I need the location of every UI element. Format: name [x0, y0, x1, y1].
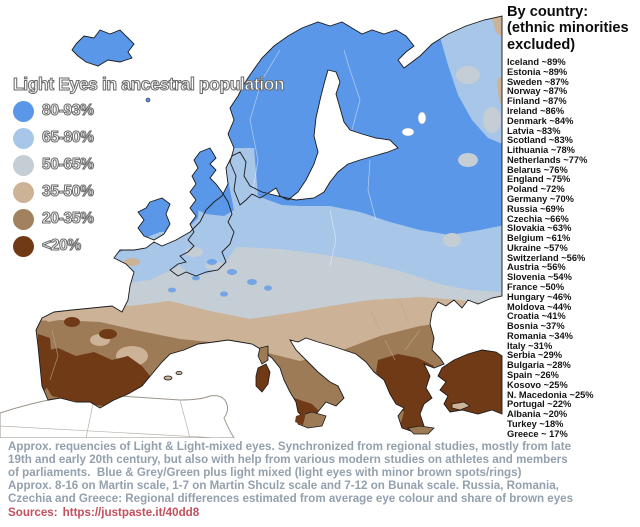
country-list [504, 58, 640, 439]
caption [8, 440, 638, 520]
legend-range-label: <20% [42, 237, 81, 254]
russia-grey-patch [443, 233, 461, 247]
lake-ladoga [402, 128, 414, 136]
legend-color-swatch [13, 155, 34, 176]
legend-range-label: 80-93% [42, 102, 94, 119]
russia-grey-patch [456, 66, 480, 84]
legend-color-swatch [13, 236, 34, 257]
country-item: Norway ~87% [507, 86, 568, 97]
country-heading-line: excluded) [507, 36, 576, 53]
crete-island [408, 426, 434, 434]
legend-row [13, 154, 284, 176]
lake-onega [418, 112, 426, 124]
legend-items [13, 100, 284, 257]
country-item: Latvia ~83% [507, 125, 561, 136]
country-item: Ireland ~86% [507, 105, 565, 116]
country-item: Moldova ~44% [507, 301, 572, 312]
country-heading-line: By country: [507, 4, 589, 20]
legend-color-swatch [13, 182, 34, 203]
country-item: Albania ~20% [507, 409, 568, 420]
legend-range-label: 20-35% [42, 210, 94, 227]
country-item: Turkey ~18% [507, 418, 564, 429]
legend-color-swatch [13, 128, 34, 149]
country-item: Belgium ~61% [507, 233, 571, 244]
country-item: Sweden ~87% [507, 76, 569, 87]
country-item: Czechia ~66% [507, 213, 569, 224]
africa-landmass [0, 394, 234, 438]
country-item: Croatia ~41% [507, 311, 566, 322]
country-item: Kosovo ~25% [507, 379, 568, 390]
country-item: Netherlands ~77% [507, 154, 588, 165]
legend-range-label: 50-65% [42, 156, 94, 173]
country-item: Bosnia ~37% [507, 321, 565, 332]
legend-range-label: 65-80% [42, 129, 94, 146]
country-heading-line: (ethnic minorities [507, 20, 629, 37]
nspain-dark-patch [99, 329, 117, 339]
country-item: Slovakia ~63% [507, 223, 572, 234]
country-item: Belarus ~76% [507, 164, 568, 175]
sources-link[interactable]: https://justpaste.it/40dd8 [62, 506, 200, 520]
map-title: Light Eyes in ancestral population [13, 74, 285, 94]
country-item: Austria ~56% [507, 262, 566, 273]
country-item: Finland ~87% [507, 96, 567, 107]
caption-lines [8, 440, 638, 505]
legend-color-swatch [13, 101, 34, 122]
caption-line: Czechia and Greece: Regional differences estimated from average eye colour and share of brown eyes [8, 492, 574, 506]
country-item: Russia ~69% [507, 203, 565, 214]
legend-row [13, 235, 284, 257]
legend-color-swatch [13, 209, 34, 230]
country-panel [504, 4, 640, 438]
corsica-island [258, 346, 268, 364]
country-item: Poland ~72% [507, 184, 565, 195]
caption-line: Approx. requencies of Light & Light-mixed eyes. Synchronized from regional studies, mostly from late [8, 440, 572, 453]
country-item: Estonia ~89% [507, 66, 568, 77]
country-item: Denmark ~84% [507, 115, 574, 126]
nspain-dark-patch [64, 317, 80, 327]
country-item: Romania ~34% [507, 330, 573, 341]
balearic-island [164, 376, 172, 380]
russia-grey-patch [458, 153, 478, 167]
russia-grey-patch [483, 107, 501, 133]
legend-row [13, 127, 284, 149]
country-item: N. Macedonia ~25% [507, 389, 594, 400]
balearic-island [176, 371, 182, 374]
country-item: Lithuania ~78% [507, 145, 575, 156]
country-item: England ~75% [507, 174, 571, 185]
country-item: Germany ~70% [507, 193, 574, 204]
country-item: Iceland ~89% [507, 57, 566, 68]
turkey-landmass [438, 350, 502, 414]
legend-row [13, 181, 284, 203]
legend-row [13, 100, 284, 122]
country-item: Spain ~26% [507, 370, 559, 381]
iceland-landmass [72, 30, 134, 66]
country-item: Ukraine ~57% [507, 242, 568, 253]
caption-line: Approx. 8-16 on Martin scale, 1-7 on Martin Shculz scale and 7-12 on Bunak scale. Russia, Romania, [8, 479, 559, 493]
country-item: Italy ~31% [507, 340, 553, 351]
legend-range-label: 35-50% [42, 183, 94, 200]
country-item: Serbia ~29% [507, 350, 563, 361]
sources-label: Sources: [8, 506, 58, 520]
legend-row [13, 208, 284, 230]
country-item: France ~50% [507, 282, 565, 292]
country-item: Scotland ~83% [507, 135, 573, 146]
sources-line [8, 506, 638, 519]
country-item: Portugal ~22% [507, 399, 572, 410]
country-item: Switzerland ~56% [507, 252, 586, 263]
country-panel-heading [504, 4, 640, 53]
country-item: Bulgaria ~28% [507, 360, 571, 371]
country-item: Greece ~ 17% [507, 428, 568, 439]
country-item: Hungary ~46% [507, 291, 572, 302]
caption-line: 19th and early 20th century, but also with help from various modern studies on athletes and members [8, 453, 568, 467]
country-item: Slovenia ~54% [507, 272, 572, 283]
caption-line: of parliaments. Blue & Grey/Green plus light mixed (light eyes with minor brown spots/rings) [8, 466, 522, 480]
sardinia-island [256, 364, 270, 392]
legend [13, 74, 284, 257]
